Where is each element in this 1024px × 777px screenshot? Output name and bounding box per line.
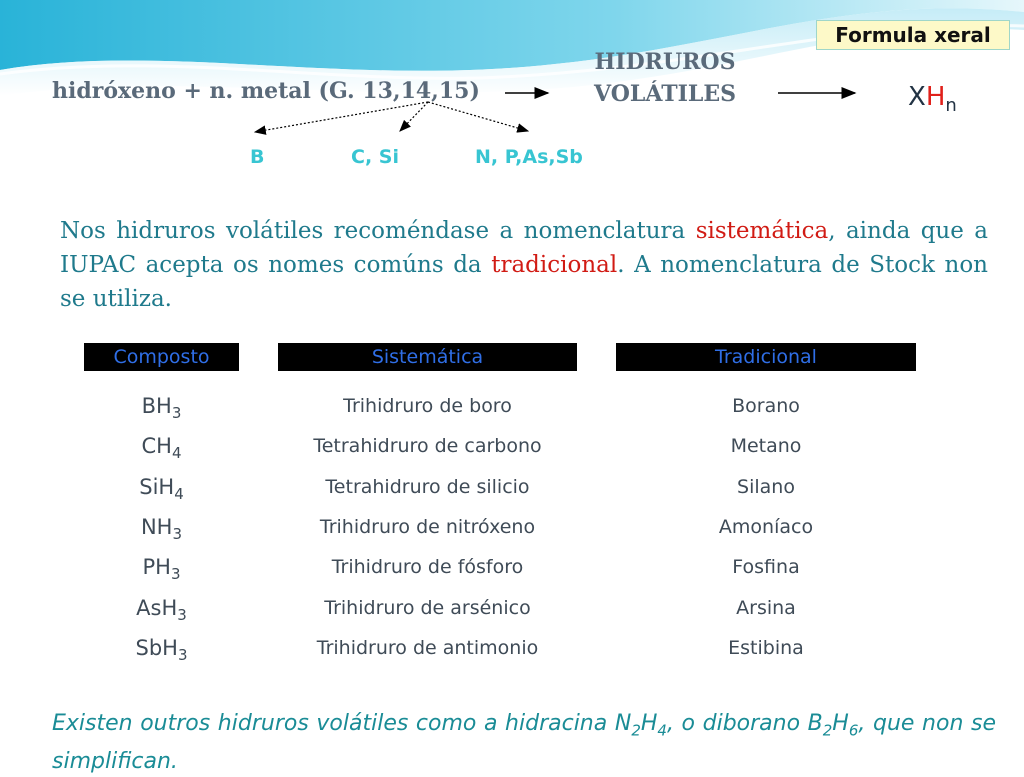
- product-line-1: HIDRUROS: [594, 49, 736, 75]
- group-13-label: B: [250, 146, 265, 168]
- systematic-name: Tetrahidruro de carbono: [313, 435, 542, 458]
- traditional-name: Metano: [730, 435, 802, 458]
- formula-n: n: [945, 95, 957, 117]
- compound-formula: SbH$_3$: [135, 635, 188, 664]
- compound-formula: $PH_3$: [142, 555, 181, 584]
- group-15-label: N, P,As,Sb: [475, 146, 583, 168]
- traditional-name: Arsina: [736, 596, 796, 619]
- compound-formula: SiH$_4$: [139, 474, 184, 503]
- formula-h: H: [925, 82, 946, 112]
- footnote-other-hydrides: Existen outros hidruros volátiles como a hidracina $N_2H_4$, o diborano $B_2H_6$, que non se simplifican.: [52, 711, 996, 775]
- systematic-name: Trihidruro de antimonio: [316, 636, 539, 659]
- arrow-to-group-n: [428, 102, 528, 131]
- traditional-name: Estibina: [728, 636, 804, 659]
- systematic-name: Tetrahidruro de silicio: [325, 475, 530, 498]
- systematic-name: Trihidruro de arsénico: [324, 596, 531, 619]
- reaction-arrows: [0, 0, 1024, 200]
- traditional-name: Fosfina: [732, 556, 800, 579]
- header-compound: Composto: [84, 343, 239, 371]
- arrow-to-group-b: [255, 102, 428, 132]
- compound-formula: $CH_4$: [141, 434, 182, 463]
- traditional-name: Amoníaco: [718, 515, 814, 538]
- header-systematic: Sistemática: [278, 343, 577, 371]
- highlight-traditional: tradicional: [491, 252, 618, 278]
- compound-formula: $NH_3$: [140, 514, 183, 544]
- compound-formula: AsH$_3$: [136, 595, 187, 624]
- reaction-reactants: hidróxeno + n. metal (G. 13,14,15): [52, 78, 480, 104]
- systematic-name: Trihidruro de boro: [343, 395, 512, 417]
- nomenclature-paragraph: Nos hidruros volátiles recoméndase a nomenclatura sistemática, ainda que a IUPAC acepta os nomes comúns da tradicional. A nomenclatura de Stock non se utiliza.: [60, 218, 988, 312]
- traditional-name: Borano: [732, 395, 800, 417]
- traditional-name: Silano: [737, 475, 795, 498]
- header-traditional: Tradicional: [616, 343, 916, 371]
- product-line-2: VOLÁTILES: [594, 81, 736, 107]
- systematic-name: Trihidruro de nitróxeno: [319, 515, 536, 538]
- formula-x: X: [908, 82, 926, 112]
- compound-formula: $BH_3$: [141, 394, 182, 423]
- highlight-systematic: sistemática: [695, 218, 829, 244]
- general-formula-badge: Formula xeral: [816, 20, 1010, 50]
- group-14-label: C, Si: [351, 146, 399, 168]
- systematic-name: Trihidruro de fósforo: [331, 556, 524, 579]
